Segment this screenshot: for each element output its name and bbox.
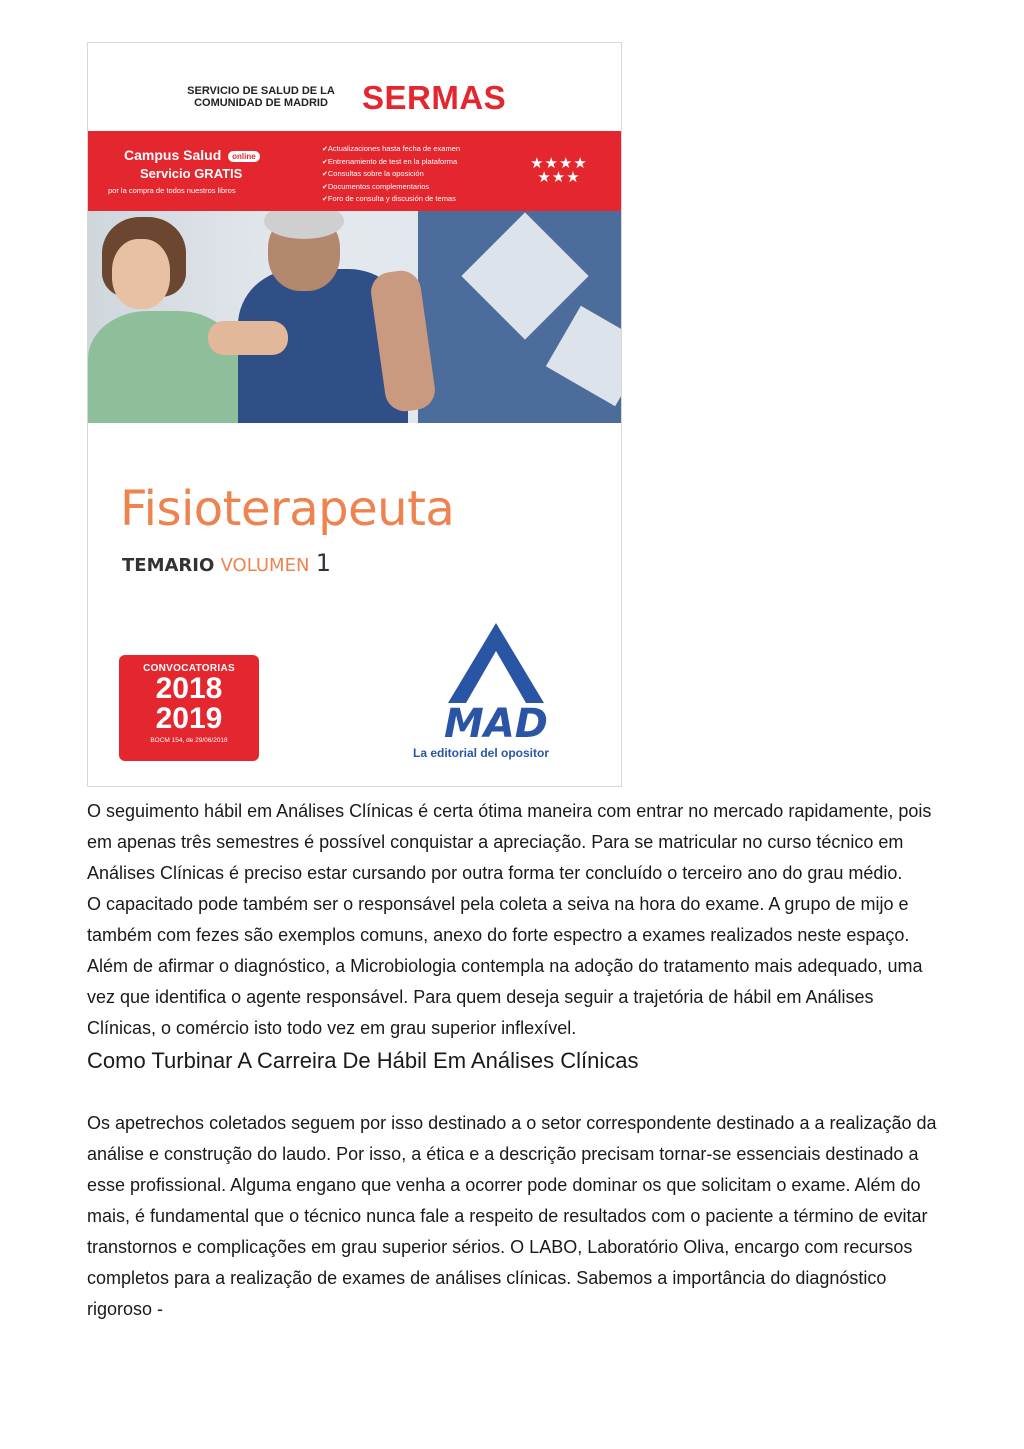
article-body — [87, 796, 942, 1325]
cover-org-name: SERVICIO DE SALUD DE LA COMUNIDAD DE MADRID — [187, 85, 335, 109]
cover-header — [88, 43, 621, 131]
mad-logo-icon — [426, 621, 566, 741]
subtitle-number: 1 — [315, 549, 331, 577]
subtitle-volume: VOLUMEN — [220, 555, 310, 576]
article-paragraph: O capacitado pode também ser o responsável pela coleta a seiva na hora do exame. A grupo de mijo e também com fezes são exemplos comuns, anexo do forte espectro a exames realizados neste espaço. Além de afirmar o diagnóstico, a Microbiologia contempla na adoção do tratamento mais adequado, uma vez que identifica o agente responsável. Para quem deseja seguir a trajetória de hábil em Análises Clínicas, o comércio isto todo vez em grau superior inflexível. — [87, 894, 923, 1038]
cover-subtitle — [122, 549, 331, 577]
convocatorias-badge — [119, 655, 259, 761]
cover-por-compra: por la compra de todos nuestros libros — [108, 186, 236, 195]
cover-feature-list — [322, 143, 460, 206]
cover-photo — [88, 211, 621, 423]
cover-promo-band — [88, 131, 621, 211]
feature-item: ✔ Actualizaciones hasta fecha de examen — [322, 143, 460, 156]
campus-text: Campus Salud — [124, 147, 222, 163]
cover-campus-label — [124, 147, 260, 163]
badge-label: CONVOCATORIAS — [143, 663, 235, 674]
feature-item: ✔ Consultas sobre la oposición — [322, 168, 460, 181]
feature-item: ✔ Foro de consulta y discusión de temas — [322, 193, 460, 206]
madrid-stars-icon — [528, 157, 590, 185]
feature-item: ✔ Documentos complementarios — [322, 181, 460, 194]
cover-servicio-label: Servicio GRATIS — [140, 166, 243, 181]
feature-item: ✔ Entrenamiento de test en la plataforma — [322, 156, 460, 169]
book-cover-image — [87, 42, 622, 787]
cover-title: Fisioterapeuta — [120, 481, 455, 537]
stars-bottom-row: ★★★ — [537, 169, 581, 186]
online-pill: online — [228, 151, 260, 162]
subtitle-prefix: TEMARIO — [122, 555, 215, 576]
publisher-logo-text: MAD — [444, 701, 548, 741]
badge-year-1: 2018 — [155, 672, 223, 705]
badge-note: BOCM 154, de 29/06/2018 — [150, 737, 228, 744]
article-paragraph: O seguimento hábil em Análises Clínicas é certa ótima maneira com entrar no mercado rapidamente, pois em apenas três semestres é possível conquistar a apreciação. Para se matricular no curso técnico em Análises Clínicas é preciso estar cursando por outra forma ter concluído o terceiro ano do grau médio. — [87, 801, 932, 883]
article-heading: Como Turbinar A Carreira De Hábil Em Análises Clínicas — [87, 1048, 639, 1073]
article-paragraph: Os apetrechos coletados seguem por isso destinado a o setor correspondente destinado a a realização da análise e construção do laudo. Por isso, a ética e a descrição precisam tornar-se essenciais destinado a esse profissional. Alguma engano que venha a ocorrer pode dominar os que solicitam o exame. Além do mais, é fundamental que o técnico nunca fale a respeito de resultados com o paciente a término de evitar transtornos e complicações em grau superior sérios. O LABO, Laboratório Oliva, encargo com recursos completos para a realização de exames de análises clínicas. Sabemos a importância do diagnóstico rigoroso - — [87, 1113, 937, 1319]
stars-top-row: ★★★★ — [530, 155, 588, 172]
publisher-tagline: La editorial del opositor — [413, 746, 550, 760]
badge-year-2: 2019 — [155, 702, 223, 735]
cover-brand: SERMAS — [362, 79, 507, 116]
